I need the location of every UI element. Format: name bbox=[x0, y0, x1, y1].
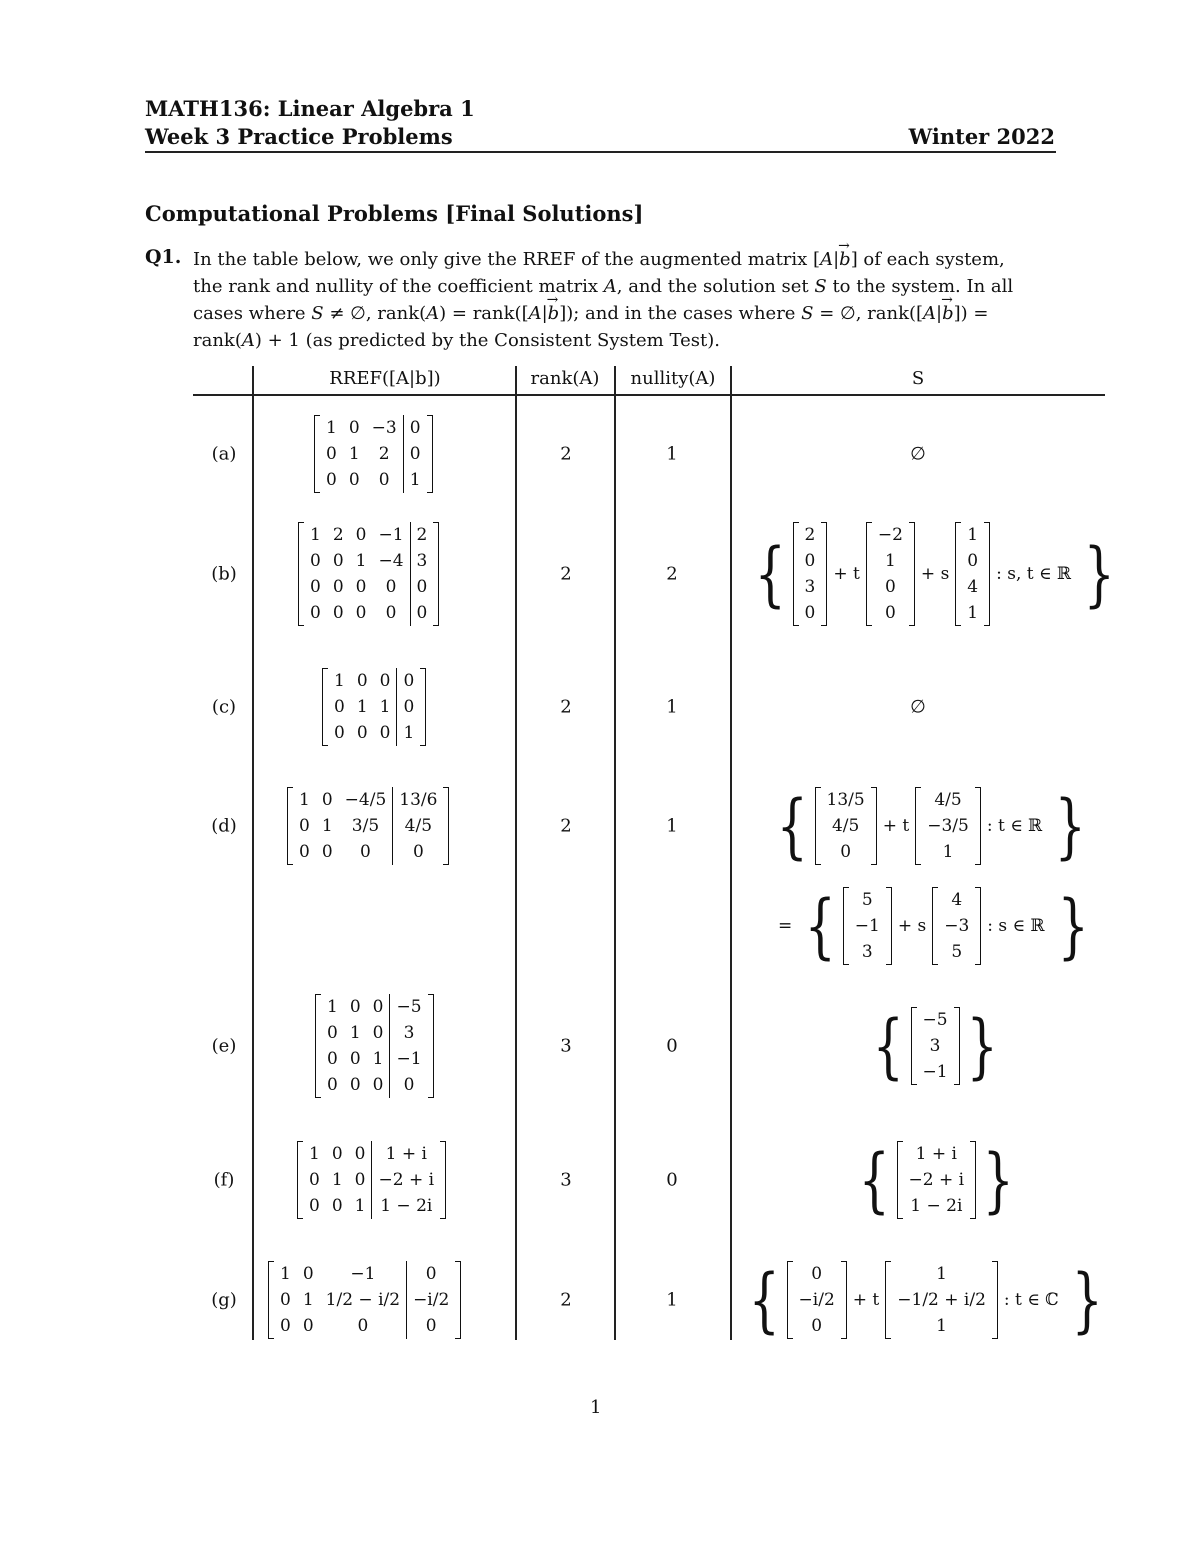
vector-entry: 2 bbox=[804, 525, 816, 545]
rref-matrix-f bbox=[297, 1141, 446, 1219]
vector-entry: 0 bbox=[811, 1264, 823, 1284]
vector-entry: 5 bbox=[951, 942, 963, 962]
matrix-entry: 2 bbox=[410, 522, 433, 548]
matrix-entry: −2 + i bbox=[372, 1167, 440, 1193]
matrix-entry: 1 bbox=[331, 1170, 343, 1190]
course-title: MATH136: Linear Algebra 1 bbox=[145, 96, 475, 121]
matrix-entry: 1 bbox=[334, 671, 345, 691]
solution-set-d-alt bbox=[772, 887, 1095, 965]
rank-value: 2 bbox=[560, 696, 572, 718]
row-label: (c) bbox=[211, 696, 237, 718]
rank-value: 2 bbox=[560, 443, 572, 465]
matrix-entry: 0 bbox=[310, 577, 321, 597]
matrix-entry: 3 bbox=[410, 548, 433, 574]
vector-entry: −3/5 bbox=[927, 816, 969, 836]
vector-entry: −2 bbox=[877, 525, 903, 545]
vector bbox=[787, 1261, 847, 1339]
matrix-entry: 0 bbox=[356, 723, 368, 743]
matrix-entry: 0 bbox=[372, 1023, 384, 1043]
matrix-entry: 4/5 bbox=[393, 813, 444, 839]
rref-matrix-g bbox=[268, 1261, 461, 1339]
solution-set-b bbox=[748, 522, 1122, 626]
matrix-entry: 0 bbox=[310, 603, 321, 623]
matrix-entry: 1 bbox=[356, 697, 368, 717]
matrix-entry: 1 bbox=[299, 790, 310, 810]
row-label: (a) bbox=[211, 443, 237, 465]
vector-entry: −1 bbox=[854, 916, 880, 936]
matrix-entry: 3/5 bbox=[351, 816, 380, 836]
rank-value: 3 bbox=[560, 1169, 572, 1191]
col-header-rank: rank(A) bbox=[530, 368, 600, 389]
vector-entry: 13/5 bbox=[826, 790, 865, 810]
vector-entry: 1 bbox=[936, 1316, 947, 1336]
rank-value: 2 bbox=[560, 563, 572, 585]
rank-value: 2 bbox=[560, 1289, 572, 1311]
close-brace: } bbox=[1083, 533, 1116, 615]
close-brace: } bbox=[966, 1005, 998, 1087]
matrix-entry: 0 bbox=[385, 603, 397, 623]
open-brace: { bbox=[776, 785, 808, 867]
vector bbox=[932, 887, 981, 965]
matrix-entry: 0 bbox=[355, 525, 367, 545]
matrix-entry: 0 bbox=[372, 1075, 384, 1095]
vector-entry: 0 bbox=[884, 577, 896, 597]
nullity-value: 1 bbox=[666, 815, 678, 837]
matrix-entry: 0 bbox=[390, 1072, 428, 1098]
matrix-entry: 0 bbox=[407, 1261, 456, 1287]
matrix-entry: 0 bbox=[379, 671, 391, 691]
vector-entry: 4/5 bbox=[934, 790, 962, 810]
matrix-entry: 0 bbox=[349, 1075, 361, 1095]
question-text: In the table below, we only give the RREF of the augmented matrix [A|→ b] of each system, the rank and nullity of the coefficient matrix A, and the solution set S to the system. In all cases where S ≠ ∅, rank(A) = rank([A|→ b]); and in the cases where S = ∅, rank([A|→ b]) = rank(A) + 1 (as predicted by the Consistent System Test). bbox=[193, 246, 1063, 354]
condition: : t ∈ ℂ bbox=[1003, 1290, 1059, 1310]
matrix-entry: 0 bbox=[327, 1023, 338, 1043]
vector-entry: 1 bbox=[936, 1264, 947, 1284]
vector-entry: 5 bbox=[861, 890, 873, 910]
matrix-entry: 1 bbox=[372, 1049, 384, 1069]
matrix-entry: 0 bbox=[334, 697, 345, 717]
matrix-entry: 1 bbox=[302, 1290, 314, 1310]
matrix-entry: 0 bbox=[309, 1196, 320, 1216]
solution-set-e bbox=[866, 1007, 1004, 1085]
matrix-entry: 1 bbox=[379, 697, 391, 717]
rref-matrix-e bbox=[315, 994, 434, 1098]
matrix-entry: 1 bbox=[321, 816, 333, 836]
rank-value: 2 bbox=[560, 815, 572, 837]
matrix-entry: −1 bbox=[350, 1264, 376, 1284]
matrix-entry: −1 bbox=[378, 525, 404, 545]
matrix-entry: 2 bbox=[332, 525, 344, 545]
close-brace: } bbox=[1057, 885, 1089, 967]
matrix-entry: 1 bbox=[280, 1264, 291, 1284]
open-brace: { bbox=[804, 885, 837, 967]
vector-entry: 0 bbox=[967, 551, 979, 571]
matrix-entry: 3 bbox=[390, 1020, 428, 1046]
vector-entry: 4 bbox=[967, 577, 979, 597]
row-label: (d) bbox=[211, 815, 237, 837]
matrix-entry: 0 bbox=[299, 816, 310, 836]
matrix-entry: 0 bbox=[348, 470, 360, 490]
vector-entry: 0 bbox=[811, 1316, 823, 1336]
matrix-entry: 0 bbox=[332, 551, 344, 571]
col-header-nullity: nullity(A) bbox=[630, 368, 716, 389]
matrix-entry: 0 bbox=[397, 668, 420, 694]
table-vline-1 bbox=[252, 366, 254, 1340]
matrix-entry: 13/6 bbox=[393, 787, 444, 813]
vector-entry: −1 bbox=[922, 1062, 948, 1082]
vector-entry: −1/2 + i/2 bbox=[897, 1290, 986, 1310]
row-label: (f) bbox=[213, 1169, 235, 1191]
matrix-entry: 0 bbox=[407, 1313, 456, 1339]
nullity-value: 1 bbox=[666, 443, 678, 465]
matrix-entry: 1 bbox=[397, 720, 420, 746]
matrix-entry: 0 bbox=[354, 1144, 366, 1164]
col-header-rref: RREF([A|b]) bbox=[329, 368, 441, 389]
row-label: (b) bbox=[211, 563, 237, 585]
solution-set-d bbox=[770, 787, 1093, 865]
vector-entry: 0 bbox=[804, 603, 816, 623]
vector-entry: −3 bbox=[944, 916, 970, 936]
row-label: (g) bbox=[211, 1289, 237, 1311]
solution-set-empty: ∅ bbox=[910, 696, 926, 718]
matrix-entry: 0 bbox=[280, 1290, 291, 1310]
matrix-entry: 0 bbox=[348, 418, 360, 438]
vector-entry: 0 bbox=[804, 551, 816, 571]
matrix-entry: 1 − 2i bbox=[372, 1193, 440, 1219]
vector-entry: 1 − 2i bbox=[910, 1196, 963, 1216]
open-brace: { bbox=[858, 1139, 890, 1221]
vector-entry: −2 + i bbox=[908, 1170, 965, 1190]
solution-set-f bbox=[852, 1141, 1021, 1219]
matrix-entry: 0 bbox=[393, 839, 444, 865]
matrix-entry: 0 bbox=[310, 551, 321, 571]
matrix-entry: −3 bbox=[371, 418, 397, 438]
param-t: + t bbox=[882, 816, 910, 836]
vector bbox=[915, 787, 981, 865]
question-label: Q1. bbox=[145, 246, 182, 268]
rref-matrix-c bbox=[322, 668, 426, 746]
vector-entry: 1 bbox=[967, 603, 979, 623]
matrix-entry: 0 bbox=[357, 1316, 369, 1336]
matrix-entry: 0 bbox=[302, 1316, 314, 1336]
matrix-entry: 0 bbox=[349, 997, 361, 1017]
matrix-entry: 0 bbox=[410, 600, 433, 626]
matrix-entry: 1 bbox=[355, 551, 367, 571]
vector-entry: −i/2 bbox=[798, 1290, 835, 1310]
matrix-entry: 0 bbox=[397, 694, 420, 720]
matrix-entry: 0 bbox=[321, 842, 333, 862]
matrix-entry: 0 bbox=[385, 577, 397, 597]
matrix-entry: 0 bbox=[327, 1075, 338, 1095]
vector-entry: 0 bbox=[840, 842, 852, 862]
matrix-entry: 1 bbox=[310, 525, 321, 545]
open-brace: { bbox=[748, 1259, 780, 1341]
nullity-value: 2 bbox=[666, 563, 678, 585]
vector bbox=[815, 787, 877, 865]
vector bbox=[955, 522, 990, 626]
matrix-entry: 0 bbox=[378, 470, 390, 490]
matrix-entry: 1 bbox=[348, 444, 360, 464]
matrix-entry: 0 bbox=[331, 1196, 343, 1216]
matrix-entry: 0 bbox=[379, 723, 391, 743]
nullity-value: 1 bbox=[666, 696, 678, 718]
vector bbox=[885, 1261, 998, 1339]
vector-entry: 1 bbox=[942, 842, 954, 862]
condition: : s ∈ ℝ bbox=[987, 916, 1045, 936]
matrix-entry: −4 bbox=[378, 551, 404, 571]
condition: : t ∈ ℝ bbox=[986, 816, 1043, 836]
matrix-entry: 0 bbox=[360, 842, 371, 862]
matrix-entry: 0 bbox=[332, 577, 344, 597]
matrix-entry: 1 bbox=[327, 997, 338, 1017]
matrix-entry: 0 bbox=[309, 1170, 320, 1190]
vector-entry: 0 bbox=[884, 603, 896, 623]
matrix-entry: −i/2 bbox=[407, 1287, 456, 1313]
nullity-value: 1 bbox=[666, 1289, 678, 1311]
close-brace: } bbox=[982, 1139, 1014, 1221]
table-vline-4 bbox=[730, 366, 732, 1340]
matrix-entry: 0 bbox=[332, 603, 344, 623]
sheet-title: Week 3 Practice Problems bbox=[145, 124, 453, 149]
matrix-entry: 1 bbox=[403, 467, 426, 493]
matrix-entry: 0 bbox=[302, 1264, 314, 1284]
matrix-entry: 0 bbox=[355, 577, 367, 597]
table-vline-2 bbox=[515, 366, 517, 1340]
matrix-entry: 0 bbox=[299, 842, 310, 862]
nullity-value: 0 bbox=[666, 1035, 678, 1057]
matrix-entry: −4/5 bbox=[344, 790, 387, 810]
rank-value: 3 bbox=[560, 1035, 572, 1057]
matrix-entry: 0 bbox=[321, 790, 333, 810]
matrix-entry: 0 bbox=[354, 1170, 366, 1190]
table-header-rule bbox=[193, 394, 1105, 396]
matrix-entry: 0 bbox=[410, 574, 433, 600]
header-rule bbox=[145, 151, 1056, 153]
vector bbox=[897, 1141, 977, 1219]
open-brace: { bbox=[872, 1005, 904, 1087]
vector bbox=[911, 1007, 960, 1085]
vector-entry: 1 bbox=[884, 551, 896, 571]
matrix-entry: 0 bbox=[356, 671, 368, 691]
matrix-entry: 1 bbox=[309, 1144, 320, 1164]
matrix-entry: 0 bbox=[280, 1316, 291, 1336]
param-t: + t bbox=[852, 1290, 880, 1310]
matrix-entry: −1 bbox=[390, 1046, 428, 1072]
vector-entry: 3 bbox=[861, 942, 873, 962]
matrix-entry: 0 bbox=[403, 441, 426, 467]
col-header-solution: S bbox=[911, 368, 925, 389]
vector-entry: 1 + i bbox=[915, 1144, 957, 1164]
row-label: (e) bbox=[211, 1035, 237, 1057]
close-brace: } bbox=[1054, 785, 1087, 867]
vector-entry: 3 bbox=[929, 1036, 941, 1056]
rref-matrix-a bbox=[314, 415, 433, 493]
matrix-entry: 1 bbox=[326, 418, 337, 438]
section-title: Computational Problems [Final Solutions] bbox=[145, 201, 644, 226]
vector bbox=[866, 522, 915, 626]
close-brace: } bbox=[1071, 1259, 1103, 1341]
matrix-entry: 0 bbox=[334, 723, 345, 743]
vector-entry: 3 bbox=[804, 577, 816, 597]
condition: : s, t ∈ ℝ bbox=[996, 564, 1072, 584]
solution-set-g bbox=[742, 1261, 1109, 1339]
vector-entry: 1 bbox=[967, 525, 979, 545]
term: Winter 2022 bbox=[908, 124, 1055, 149]
rref-matrix-d bbox=[287, 787, 449, 865]
matrix-entry: 0 bbox=[372, 997, 384, 1017]
vector-entry: −5 bbox=[922, 1010, 948, 1030]
matrix-entry: 2 bbox=[378, 444, 390, 464]
solution-set-empty: ∅ bbox=[910, 443, 926, 465]
matrix-entry: 1 bbox=[354, 1196, 366, 1216]
matrix-entry: 1/2 − i/2 bbox=[325, 1290, 401, 1310]
matrix-entry: 0 bbox=[331, 1144, 343, 1164]
matrix-entry: −5 bbox=[390, 994, 428, 1020]
matrix-entry: 0 bbox=[326, 444, 337, 464]
matrix-entry: 0 bbox=[349, 1049, 361, 1069]
vector-entry: 4/5 bbox=[831, 816, 860, 836]
vector bbox=[843, 887, 892, 965]
nullity-value: 0 bbox=[666, 1169, 678, 1191]
vector-entry: 4 bbox=[951, 890, 963, 910]
vector bbox=[793, 522, 828, 626]
rref-matrix-b bbox=[298, 522, 439, 626]
open-brace: { bbox=[754, 533, 786, 615]
matrix-entry: 0 bbox=[327, 1049, 338, 1069]
matrix-entry: 1 bbox=[349, 1023, 361, 1043]
param-s: + s bbox=[897, 916, 927, 936]
matrix-entry: 1 + i bbox=[372, 1141, 440, 1167]
param-t: + t bbox=[833, 564, 860, 584]
page-number: 1 bbox=[590, 1397, 602, 1418]
equals-sign: = bbox=[778, 916, 793, 936]
matrix-entry: 0 bbox=[355, 603, 367, 623]
matrix-entry: 0 bbox=[326, 470, 337, 490]
table-vline-3 bbox=[614, 366, 616, 1340]
matrix-entry: 0 bbox=[403, 415, 426, 441]
param-s: + s bbox=[920, 564, 950, 584]
